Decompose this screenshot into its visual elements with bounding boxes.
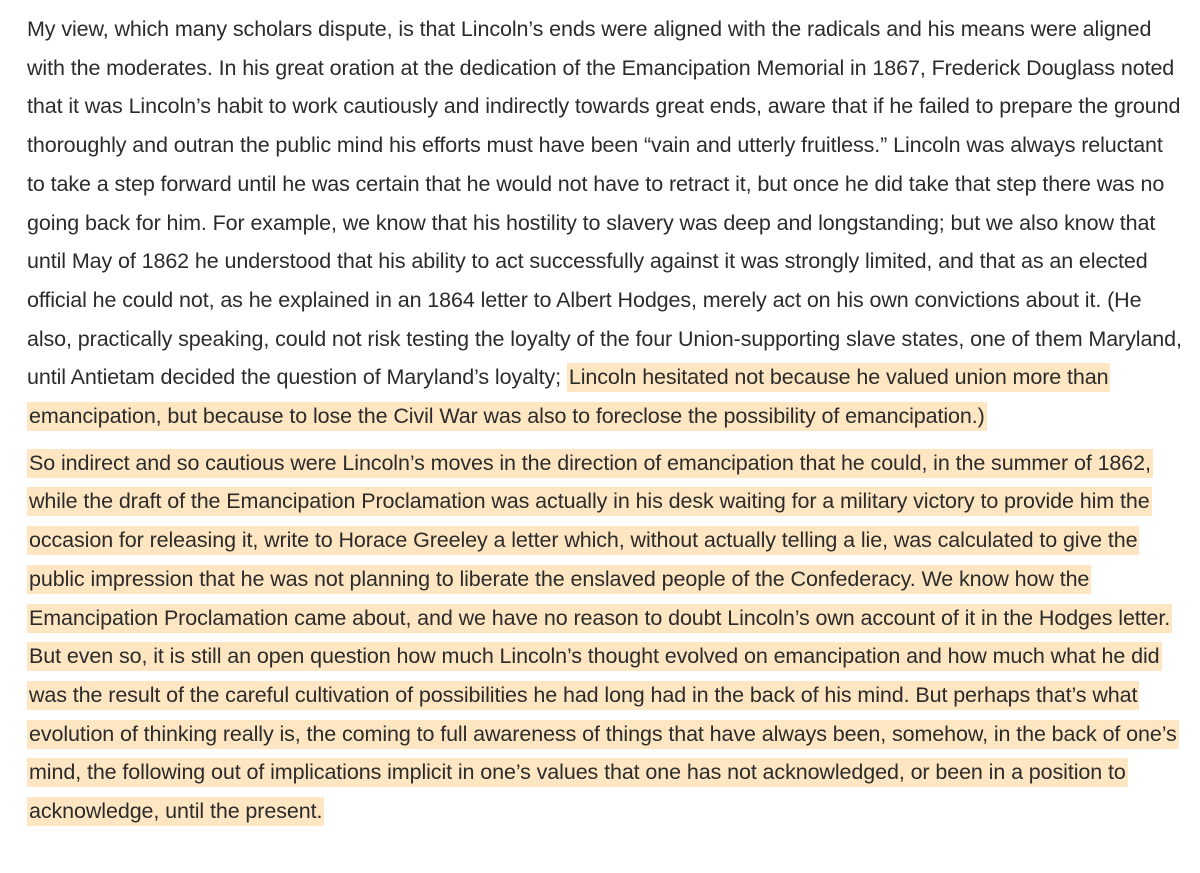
paragraph-1 — [27, 10, 1182, 436]
paragraph-1-text: My view, which many scholars dispute, is that Lincoln’s ends were aligned with the radicals and his means were aligned with the moderates. In his great oration at the dedication of the Emancipation Memorial in 1867, Frederick Douglass noted that it was Lincoln’s habit to work cautiously and indirectly towards great ends, aware that if he failed to prepare the ground thoroughly and outran the public mind his efforts must have been “vain and utterly fruitless.” Lincoln was always reluctant to take a step forward until he was certain that he would not have to retract it, but once he did take that step there was no going back for him. For example, we know that his hostility to slavery was deep and longstanding; but we also know that until May of 1862 he understood that his ability to act successfully against it was strongly limited, and that as an elected official he could not, as he explained in an 1864 letter to Albert Hodges, merely act on his own convictions about it. (He also, practically speaking, could not risk testing the loyalty of the four Union-supporting slave states, one of them Maryland, until Antietam decided the question of Maryland’s loyalty; — [27, 17, 1182, 390]
highlighted-passage-2[interactable]: So indirect and so cautious were Lincoln’s moves in the direction of emancipation that he could, in the summer of 1862, while the draft of the Emancipation Proclamation was actually in his desk waiting for a military victory to provide him the occasion for releasing it, write to Horace Greeley a letter which, without actually telling a lie, was calculated to give the public impression that he was not planning to liberate the enslaved people of the Confederacy. We know how the Emancipation Proclamation came about, and we have no reason to doubt Lincoln’s own account of it in the Hodges letter. But even so, it is still an open question how much Lincoln’s thought evolved on emancipation and how much what he did was the result of the careful cultivation of possibilities he had long had in the back of his mind. But perhaps that’s what evolution of thinking really is, the coming to full awareness of things that have always been, somehow, in the back of one’s mind, the following out of implications implicit in one’s values that one has not acknowledged, or been in a position to acknowledge, until the present. — [27, 449, 1179, 826]
paragraph-2 — [27, 444, 1182, 831]
highlighted-passage-1[interactable]: Lincoln hesitated not because he valued union more than emancipation, but because to lose the Civil War was also to foreclose the possibility of emancipation.) — [27, 363, 1110, 431]
